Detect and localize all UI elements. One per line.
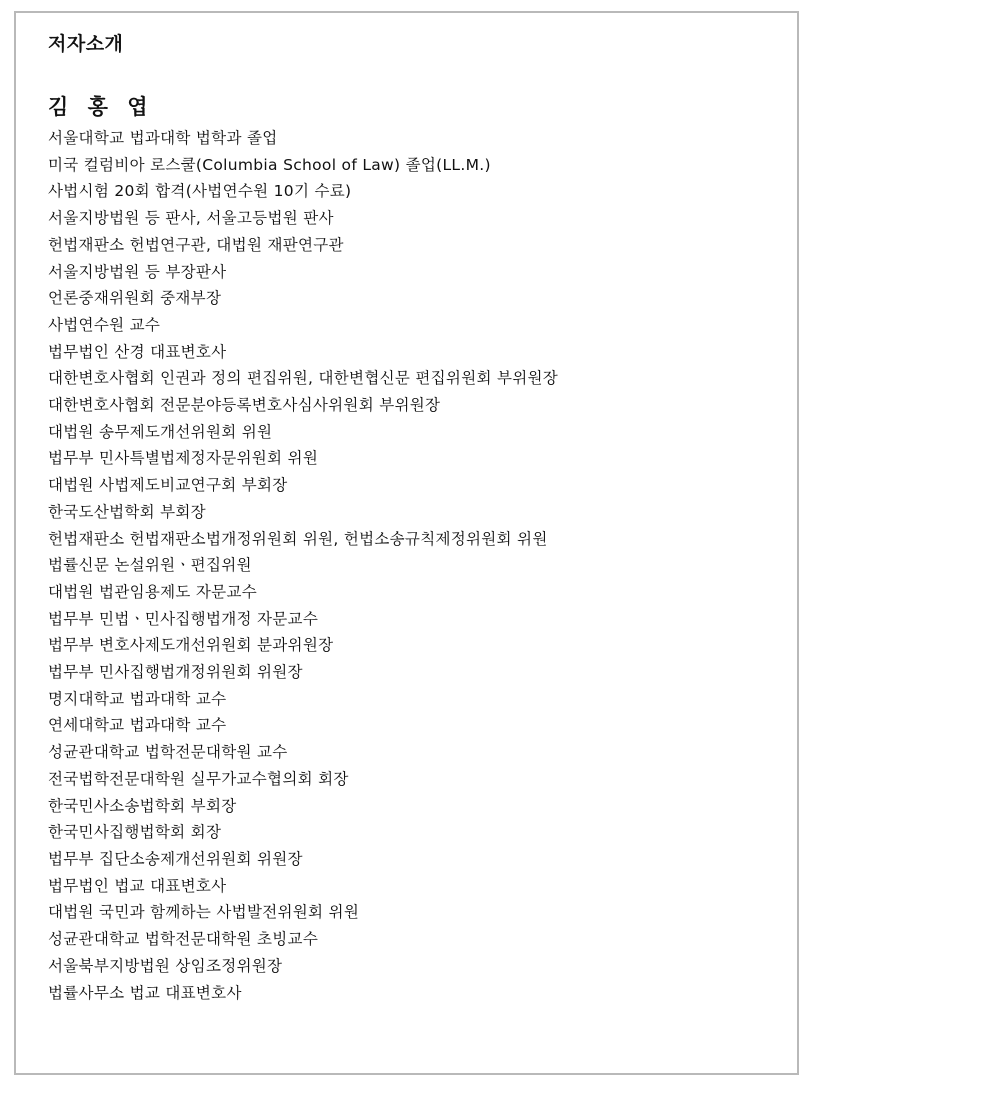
career-item: 미국 컬럼비아 로스쿨(Columbia School of Law) 졸업(LL.M.): [48, 155, 491, 174]
career-item: 전국법학전문대학원 실무가교수협의회 회장: [48, 769, 349, 788]
career-item: 법무부 민사집행법개정위원회 위원장: [48, 663, 303, 682]
career-item: 법무부 집단소송제개선위원회 위원장: [48, 849, 303, 868]
career-item: 법무부 민사특별법제정자문위원회 위원: [48, 449, 319, 468]
career-item: 헌법재판소 헌법재판소법개정위원회 위원, 헌법소송규칙제정위원회 위원: [48, 529, 548, 548]
career-item: 법률신문 논설위원ㆍ편집위원: [48, 556, 252, 575]
career-item: 한국민사소송법학회 부회장: [48, 796, 237, 815]
career-item: 언론중재위원회 중재부장: [48, 289, 222, 308]
author-introduction: [48, 31, 777, 1006]
career-item: 서울지방법원 등 부장판사: [48, 262, 227, 281]
career-item: 법무부 변호사제도개선위원회 분과위원장: [48, 636, 334, 655]
career-item: 사법시험 20회 합격(사법연수원 10기 수료): [48, 182, 352, 201]
career-item: 법무법인 법교 대표변호사: [48, 876, 227, 895]
career-item: 사법연수원 교수: [48, 315, 161, 334]
career-item: 성균관대학교 법학전문대학원 초빙교수: [48, 930, 319, 949]
career-item: 한국민사집행법학회 회장: [48, 823, 222, 842]
career-item: 대법원 법관임용제도 자문교수: [48, 582, 258, 601]
career-item: 성균관대학교 법학전문대학원 교수: [48, 743, 288, 762]
career-item: 헌법재판소 헌법연구관, 대법원 재판연구관: [48, 235, 344, 254]
career-item: 법률사무소 법교 대표변호사: [48, 983, 242, 1002]
career-item: 서울북부지방법원 상임조정위원장: [48, 956, 283, 975]
career-item: 명지대학교 법과대학 교수: [48, 689, 227, 708]
career-item: 대한변호사협회 인권과 정의 편집위원, 대한변협신문 편집위원회 부위원장: [48, 369, 559, 388]
career-item: 서울지방법원 등 판사, 서울고등법원 판사: [48, 209, 334, 228]
career-item: 연세대학교 법과대학 교수: [48, 716, 227, 735]
author-name: 김 홍 엽: [48, 95, 154, 119]
career-item: 법무부 민법ㆍ민사집행법개정 자문교수: [48, 609, 319, 628]
career-item: 대한변호사협회 전문분야등록변호사심사위원회 부위원장: [48, 396, 441, 415]
career-list: [48, 125, 777, 1006]
section-title: 저자소개: [48, 33, 124, 55]
career-item: 대법원 송무제도개선위원회 위원: [48, 422, 273, 441]
document-page: [14, 11, 799, 1075]
career-item: 서울대학교 법과대학 법학과 졸업: [48, 129, 278, 147]
career-item: 법무법인 산경 대표변호사: [48, 342, 227, 361]
career-item: 대법원 사법제도비교연구회 부회장: [48, 476, 288, 495]
career-item: 한국도산법학회 부회장: [48, 502, 206, 521]
career-item: 대법원 국민과 함께하는 사법발전위원회 위원: [48, 903, 360, 922]
